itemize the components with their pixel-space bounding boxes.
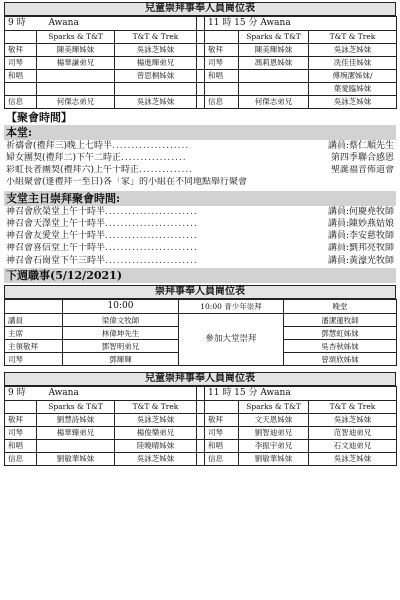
spacer-cell — [197, 17, 205, 31]
branch-line — [4, 206, 396, 218]
role-cell: 敬拜 — [205, 43, 239, 56]
col-header: Sparks & T&T — [37, 30, 115, 43]
role-cell — [5, 82, 37, 95]
col-header: T&T & Trek — [309, 30, 397, 43]
role-col-header — [5, 300, 63, 314]
meeting-line — [4, 177, 396, 189]
branch-name: 神召會欣榮堂上午十時半 — [6, 206, 106, 217]
session-program: Awana — [48, 18, 79, 28]
main-church-heading: 本堂: — [4, 125, 396, 140]
name-cell: 楊華謙弟兄 — [37, 56, 115, 69]
spacer-cell — [197, 413, 205, 426]
name-cell: 傅琬潔姊妹/ — [309, 69, 397, 82]
youth-note-cell: 參加大堂崇拜 — [179, 314, 284, 366]
dot-leader: .............. — [139, 165, 194, 176]
table-row — [5, 413, 397, 426]
col-header: T&T & Trek — [309, 400, 397, 413]
roster-grid — [4, 386, 397, 466]
name-cell: 馮莉恩姊妹 — [239, 56, 309, 69]
name-cell — [37, 439, 115, 452]
meeting-times-section — [4, 110, 396, 267]
spacer-cell — [197, 69, 205, 82]
table-header-row — [5, 17, 397, 31]
left-session-header — [5, 387, 197, 401]
meeting-speaker: 講員:蔡仁順先生 — [327, 140, 394, 151]
role-cell: 信息 — [205, 452, 239, 465]
name-cell: 劉敏華姊妹 — [37, 452, 115, 465]
name-cell: 楊華臻弟兄 — [37, 426, 115, 439]
role-cell: 信息 — [5, 452, 37, 465]
branch-speaker: 講員:何慶堯牧師 — [327, 206, 394, 217]
meeting-name: 彩虹長者團契(禮拜六)上午十時正 — [6, 165, 140, 176]
name-cell: 范智迪弟兄 — [309, 426, 397, 439]
table-row — [5, 452, 397, 465]
name-cell: 李振宇弟兄 — [239, 439, 309, 452]
name-cell: 鄧慧虹姊妹 — [284, 327, 397, 340]
branch-name: 神召會天澤堂上午十時半 — [6, 218, 106, 229]
table-row — [5, 82, 397, 95]
role-col-header — [5, 400, 37, 413]
name-cell — [239, 69, 309, 82]
name-cell: 潘潔蓮牧師 — [284, 314, 397, 327]
spacer-cell — [197, 43, 205, 56]
dot-leader: ................. — [121, 153, 187, 164]
table-title: 崇拜事奉人員崗位表 — [4, 285, 396, 299]
meeting-speaker: 聖誕福音佈道會 — [330, 165, 394, 176]
role-cell: 司琴 — [205, 426, 239, 439]
session-time: 11 時 15 分 — [208, 18, 258, 28]
role-cell: 敬拜 — [5, 43, 37, 56]
meeting-line — [4, 140, 396, 152]
role-cell: 敬拜 — [5, 413, 37, 426]
next-week-heading: 下週職事(5/12/2021) — [4, 268, 396, 283]
name-cell: 石文迪弟兄 — [309, 439, 397, 452]
col-header: T&T & Trek — [115, 400, 197, 413]
branch-speaker: 講員:李安慈牧師 — [327, 231, 394, 242]
table-header-row — [5, 300, 397, 314]
section-heading: 【聚會時間】 — [6, 110, 72, 124]
name-cell: 陳美輝姊妹 — [239, 43, 309, 56]
session-program: Awana — [260, 18, 291, 28]
col-header: 晚堂 — [284, 300, 397, 314]
name-cell: 吳杏秋姊妹 — [284, 340, 397, 353]
name-cell: 吳詠芝姊妹 — [309, 95, 397, 108]
name-cell: 曾思桐姊妹 — [115, 69, 197, 82]
bulletin-page — [0, 2, 400, 600]
role-cell: 主領敬拜 — [5, 340, 63, 353]
table-title: 兒童崇拜事奉人員崗位表 — [4, 372, 396, 386]
name-cell: 劉智迪弟兄 — [239, 426, 309, 439]
name-cell: 陳美輝姊妹 — [37, 43, 115, 56]
name-cell: 冼佳佳姊妹 — [309, 56, 397, 69]
role-cell: 司琴 — [5, 56, 37, 69]
name-cell: 何傑志弟兄 — [37, 95, 115, 108]
session-time: 9 時 — [8, 18, 26, 28]
role-cell: 和唱 — [205, 439, 239, 452]
name-cell: 楊俊樂弟兄 — [115, 426, 197, 439]
right-session-header — [205, 387, 397, 401]
name-cell: 吳詠芝姊妹 — [115, 95, 197, 108]
roster-grid — [4, 16, 397, 109]
role-cell: 司琴 — [205, 56, 239, 69]
name-cell: 何傑志弟兄 — [239, 95, 309, 108]
meeting-name: 婦女團契(禮拜二)下午二時正 — [6, 153, 122, 164]
table-row — [5, 56, 397, 69]
col-header: Sparks & T&T — [239, 400, 309, 413]
meeting-name: 小組聚會(逢禮拜一至日)各「家」的小組在不同地點舉行聚會 — [6, 177, 248, 188]
branch-name: 神召會喜信堂上午十時半 — [6, 243, 106, 254]
role-cell: 敬拜 — [205, 413, 239, 426]
role-cell: 和唱 — [5, 69, 37, 82]
right-session-header — [205, 17, 397, 31]
dot-leader: ........................ — [105, 231, 198, 242]
role-cell: 司琴 — [5, 426, 37, 439]
name-cell: 曾頌欣姊妹 — [284, 353, 397, 366]
table-subheader-row — [5, 400, 397, 413]
branch-name: 神召會友愛堂上午十時半 — [6, 231, 106, 242]
branch-line — [4, 243, 396, 255]
dot-leader: .................... — [112, 140, 190, 151]
table-subheader-row — [5, 30, 397, 43]
col-header: T&T & Trek — [115, 30, 197, 43]
name-cell: 吳詠芝姊妹 — [309, 43, 397, 56]
role-cell — [205, 82, 239, 95]
table-row — [5, 439, 397, 452]
dot-leader: ........................ — [105, 255, 198, 266]
name-cell: 吳詠芝姊妹 — [115, 452, 197, 465]
name-cell: 葉愛臨姊妹 — [309, 82, 397, 95]
name-cell: 楊進輝弟兄 — [115, 56, 197, 69]
name-cell: 鄧輝輝 — [63, 353, 179, 366]
role-cell: 講員 — [5, 314, 63, 327]
role-cell: 主席 — [5, 327, 63, 340]
table-header-row — [5, 387, 397, 401]
next-week-section — [4, 268, 396, 366]
kids-roster-table-1 — [4, 2, 396, 109]
col-header: 10:00 — [63, 300, 179, 314]
role-cell: 和唱 — [205, 69, 239, 82]
table-row — [5, 95, 397, 108]
table-title: 兒童崇拜事奉人員崗位表 — [4, 2, 396, 16]
name-cell — [37, 69, 115, 82]
name-cell: 吳詠芝姊妹 — [309, 452, 397, 465]
session-program: Awana — [260, 388, 291, 399]
role-col-header — [5, 30, 37, 43]
name-cell — [239, 82, 309, 95]
name-cell — [37, 82, 115, 95]
meeting-speaker: 第四季聯合感恩 — [330, 153, 394, 164]
meeting-line — [4, 152, 396, 164]
dot-leader: ........................ — [105, 218, 198, 229]
name-cell: 文天恩姊妹 — [239, 413, 309, 426]
col-header: Sparks & T&T — [239, 30, 309, 43]
branch-name: 神召會石崗堂下午三時半 — [6, 255, 106, 266]
role-col-header — [205, 400, 239, 413]
branch-speaker: 講員:劉邦亮牧師 — [327, 243, 394, 254]
name-cell: 吳詠芝姊妹 — [115, 43, 197, 56]
col-header: Sparks & T&T — [37, 400, 115, 413]
spacer-cell — [197, 439, 205, 452]
worship-roster-grid — [4, 299, 397, 366]
branch-speaker: 講員:陳妙燕姑娘 — [327, 218, 394, 229]
table-row — [5, 314, 397, 327]
dot-leader: ........................ — [105, 243, 198, 254]
branch-heading: 支堂主日崇拜聚會時間: — [4, 191, 396, 206]
session-time: 9 時 — [8, 388, 26, 399]
kids-roster-table-2 — [4, 372, 396, 466]
branch-line — [4, 218, 396, 230]
table-row — [5, 426, 397, 439]
role-cell: 信息 — [205, 95, 239, 108]
spacer-cell — [197, 426, 205, 439]
name-cell: 劉慧詩姊妹 — [37, 413, 115, 426]
name-cell: 林偉坤先生 — [63, 327, 179, 340]
col-header: 10:00 青少年崇拜 — [179, 300, 284, 314]
session-program: Awana — [48, 388, 79, 399]
spacer-cell — [197, 387, 205, 401]
left-session-header — [5, 17, 197, 31]
name-cell — [115, 82, 197, 95]
branch-speaker: 講員:黃濠光牧師 — [327, 255, 394, 266]
table-row — [5, 69, 397, 82]
session-time: 11 時 15 分 — [208, 388, 258, 399]
meeting-name: 祈禱會(禮拜三)晚上七時半 — [6, 140, 113, 151]
spacer-cell — [197, 82, 205, 95]
table-row — [5, 43, 397, 56]
role-cell: 信息 — [5, 95, 37, 108]
name-cell: 鄧智明弟兄 — [63, 340, 179, 353]
spacer-cell — [197, 400, 205, 413]
branch-line — [4, 255, 396, 267]
name-cell: 梁偉文牧師 — [63, 314, 179, 327]
role-cell: 和唱 — [5, 439, 37, 452]
role-cell: 司琴 — [5, 353, 63, 366]
name-cell: 吳詠芝姊妹 — [309, 413, 397, 426]
role-col-header — [205, 30, 239, 43]
spacer-cell — [197, 30, 205, 43]
spacer-cell — [197, 56, 205, 69]
name-cell: 陸曉晴姊妹 — [115, 439, 197, 452]
name-cell: 劉敏華姊妹 — [239, 452, 309, 465]
name-cell: 吳詠芝姊妹 — [115, 413, 197, 426]
spacer-cell — [197, 95, 205, 108]
dot-leader: ........................ — [105, 206, 198, 217]
meeting-line — [4, 165, 396, 177]
branch-line — [4, 230, 396, 242]
spacer-cell — [197, 452, 205, 465]
